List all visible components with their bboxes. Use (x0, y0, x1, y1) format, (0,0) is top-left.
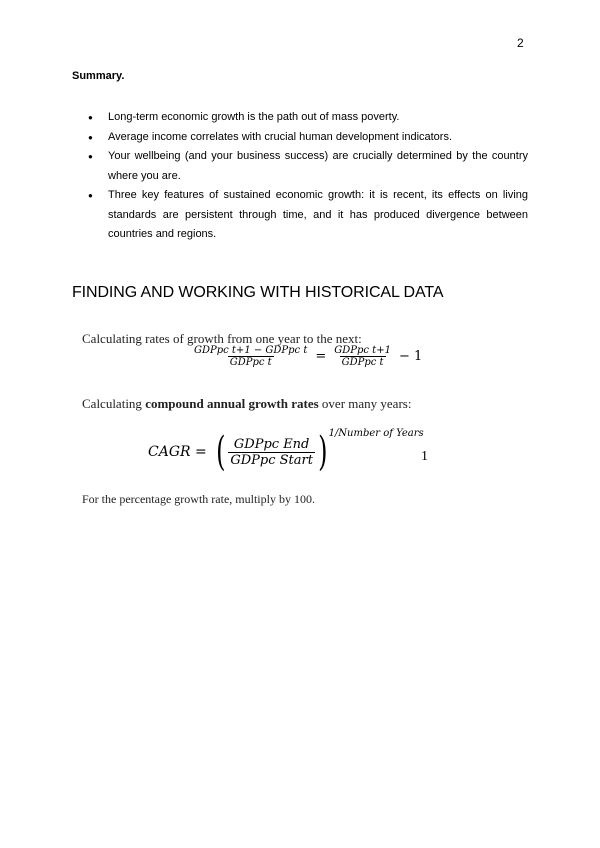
cagr-numerator: GDPpc End (233, 436, 310, 452)
formula1-left-numerator: GDPpc t+1 − GDPpc t (194, 345, 308, 356)
formula1-left-fraction (192, 345, 309, 368)
cagr-denominator: GDPpc Start (230, 452, 313, 468)
growth-rate-formula (192, 345, 422, 368)
summary-bullet: ● Your wellbeing (and your business success) are crucially determined by the country where you are. (86, 147, 528, 186)
growth-rate-caption: Calculating rates of growth from one year to the next: (82, 331, 362, 346)
cagr-lhs: CAGR = (148, 444, 207, 460)
cagr-caption (82, 396, 411, 412)
summary-bullet: ● Average income correlates with crucial human development indicators. (86, 128, 528, 148)
cagr-formula (148, 428, 424, 475)
formula1-right-denominator: GDPpc t (341, 357, 384, 368)
formula1-right-fraction (332, 345, 393, 368)
percentage-note: For the percentage growth rate, multiply by 100. (82, 492, 315, 506)
page-number: 2 (517, 36, 524, 50)
formula1-minus-one: − 1 (398, 349, 423, 364)
formula1-left-denominator: GDPpc t (229, 357, 272, 368)
cagr-fraction (228, 437, 315, 468)
section-title: FINDING AND WORKING WITH HISTORICAL DATA (72, 284, 444, 301)
cagr-caption-prefix: Calculating (82, 396, 146, 411)
summary-bullet-list (86, 108, 528, 245)
cagr-caption-bold: compound annual growth rates (145, 396, 319, 411)
cagr-trailing-one: 1 (421, 449, 428, 464)
summary-heading: Summary. (72, 70, 125, 82)
cagr-caption-suffix: over many years: (318, 396, 412, 411)
cagr-exponent: 1/Number of Years (328, 428, 424, 439)
summary-bullet: ● Long-term economic growth is the path out of mass poverty. (86, 108, 528, 128)
right-paren: ) (318, 429, 328, 475)
summary-bullet: ● Three key features of sustained economic growth: it is recent, its effects on living standards are persistent through time, and it has produced divergence between countries and regions. (86, 186, 528, 245)
left-paren: ( (215, 429, 226, 475)
formula1-right-numerator: GDPpc t+1 (334, 345, 391, 356)
formula1-equals: = (315, 349, 327, 364)
